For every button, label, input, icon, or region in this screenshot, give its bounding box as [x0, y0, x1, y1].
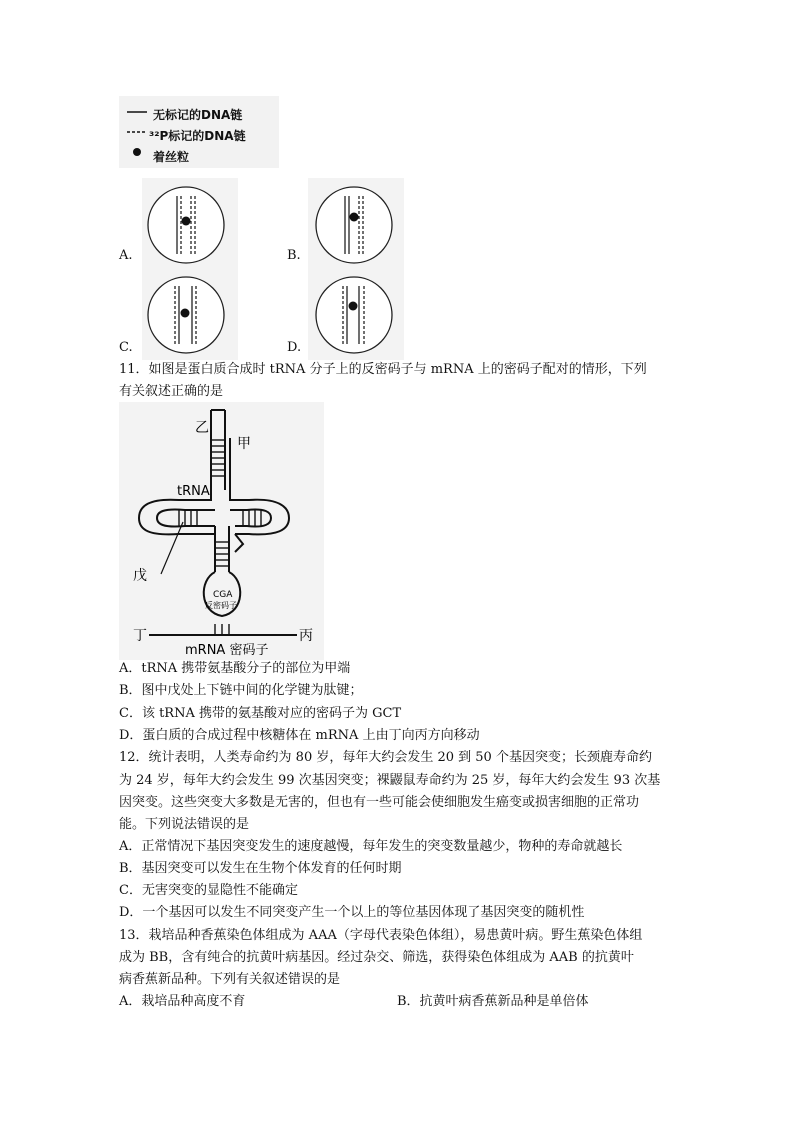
q12-option-c: C．无害突变的显隐性不能确定	[119, 883, 298, 898]
q13-stem-line-2: 成为 BB，含有纯合的抗黄叶病基因。经过杂交、筛选，获得染色体组成为 AAB 的抗黄叶	[119, 950, 634, 965]
q11-option-a: A．tRNA 携带氨基酸分子的部位为甲端	[119, 661, 351, 676]
label-trna: tRNA	[177, 484, 210, 499]
label-bing: 丙	[299, 628, 313, 644]
label-anticodon: 反密码子	[205, 601, 237, 610]
centromere-dot-icon	[133, 148, 141, 156]
q12-stem-line-4: 能。下列说法错误的是	[119, 817, 250, 832]
q12-stem-line-2: 为 24 岁，每年大约会发生 99 次基因突变；裸鼹鼠寿命约为 25 岁，每年大约会发生 93 次基	[119, 773, 661, 788]
option-a-label: A.	[119, 248, 133, 263]
label-yi: 乙	[195, 420, 209, 436]
q11-option-c: C．该 tRNA 携带的氨基酸对应的密码子为 GCT	[119, 706, 402, 721]
q12-stem-line-3: 因突变。这些突变大多数是无害的，但也有一些可能会使细胞发生癌变或损害细胞的正常功	[119, 795, 640, 810]
option-d-label: D.	[287, 340, 302, 355]
option-c-label: C.	[119, 340, 133, 355]
option-b-chromosome	[313, 184, 395, 266]
legend-centromere: 着丝粒	[153, 150, 190, 164]
label-jia: 甲	[237, 436, 251, 452]
trna-figure	[119, 402, 324, 660]
option-a-chromosome	[145, 184, 227, 266]
q13-option-a: A．栽培品种高度不育	[119, 994, 246, 1009]
legend-symbols	[125, 104, 149, 164]
q11-option-d: D．蛋白质的合成过程中核糖体在 mRNA 上由丁向丙方向移动	[119, 728, 480, 743]
q13-stem-line-3: 病香蕉新品种。下列有关叙述错误的是	[119, 972, 341, 987]
q12-option-b: B．基因突变可以发生在生物个体发育的任何时期	[119, 861, 402, 876]
q11-option-b: B．图中戊处上下链中间的化学键为肽键；	[119, 683, 363, 698]
label-mrna-codon: mRNA 密码子	[185, 643, 269, 658]
q13-option-b: B．抗黄叶病香蕉新品种是单倍体	[397, 994, 589, 1009]
label-cga: CGA	[213, 590, 233, 600]
legend-unlabeled: 无标记的DNA链	[153, 108, 243, 122]
legend	[119, 96, 279, 168]
option-d-chromosome	[313, 274, 395, 356]
label-ding: 丁	[133, 628, 147, 644]
q13-stem-line-1: 13．栽培品种香蕉染色体组成为 AAA（字母代表染色体组），易患黄叶病。野生蕉染色体组	[119, 928, 643, 943]
legend-labeled: ³²P标记的DNA链	[149, 129, 246, 143]
q12-stem-line-1: 12．统计表明，人类寿命约为 80 岁，每年大约会发生 20 到 50 个基因突变；长颈鹿寿命约	[119, 750, 652, 765]
option-b-label: B.	[287, 248, 301, 263]
q12-option-d: D．一个基因可以发生不同突变产生一个以上的等位基因体现了基因突变的随机性	[119, 905, 585, 920]
q11-stem-line-1: 11．如图是蛋白质合成时 tRNA 分子上的反密码子与 mRNA 上的密码子配对的情形，下列	[119, 362, 647, 377]
label-wu: 戊	[133, 568, 147, 584]
option-c-chromosome	[145, 274, 227, 356]
q11-stem-line-2: 有关叙述正确的是	[119, 384, 224, 399]
q12-option-a: A．正常情况下基因突变发生的速度越慢，每年发生的突变数量越少，物种的寿命就越长	[119, 839, 623, 854]
